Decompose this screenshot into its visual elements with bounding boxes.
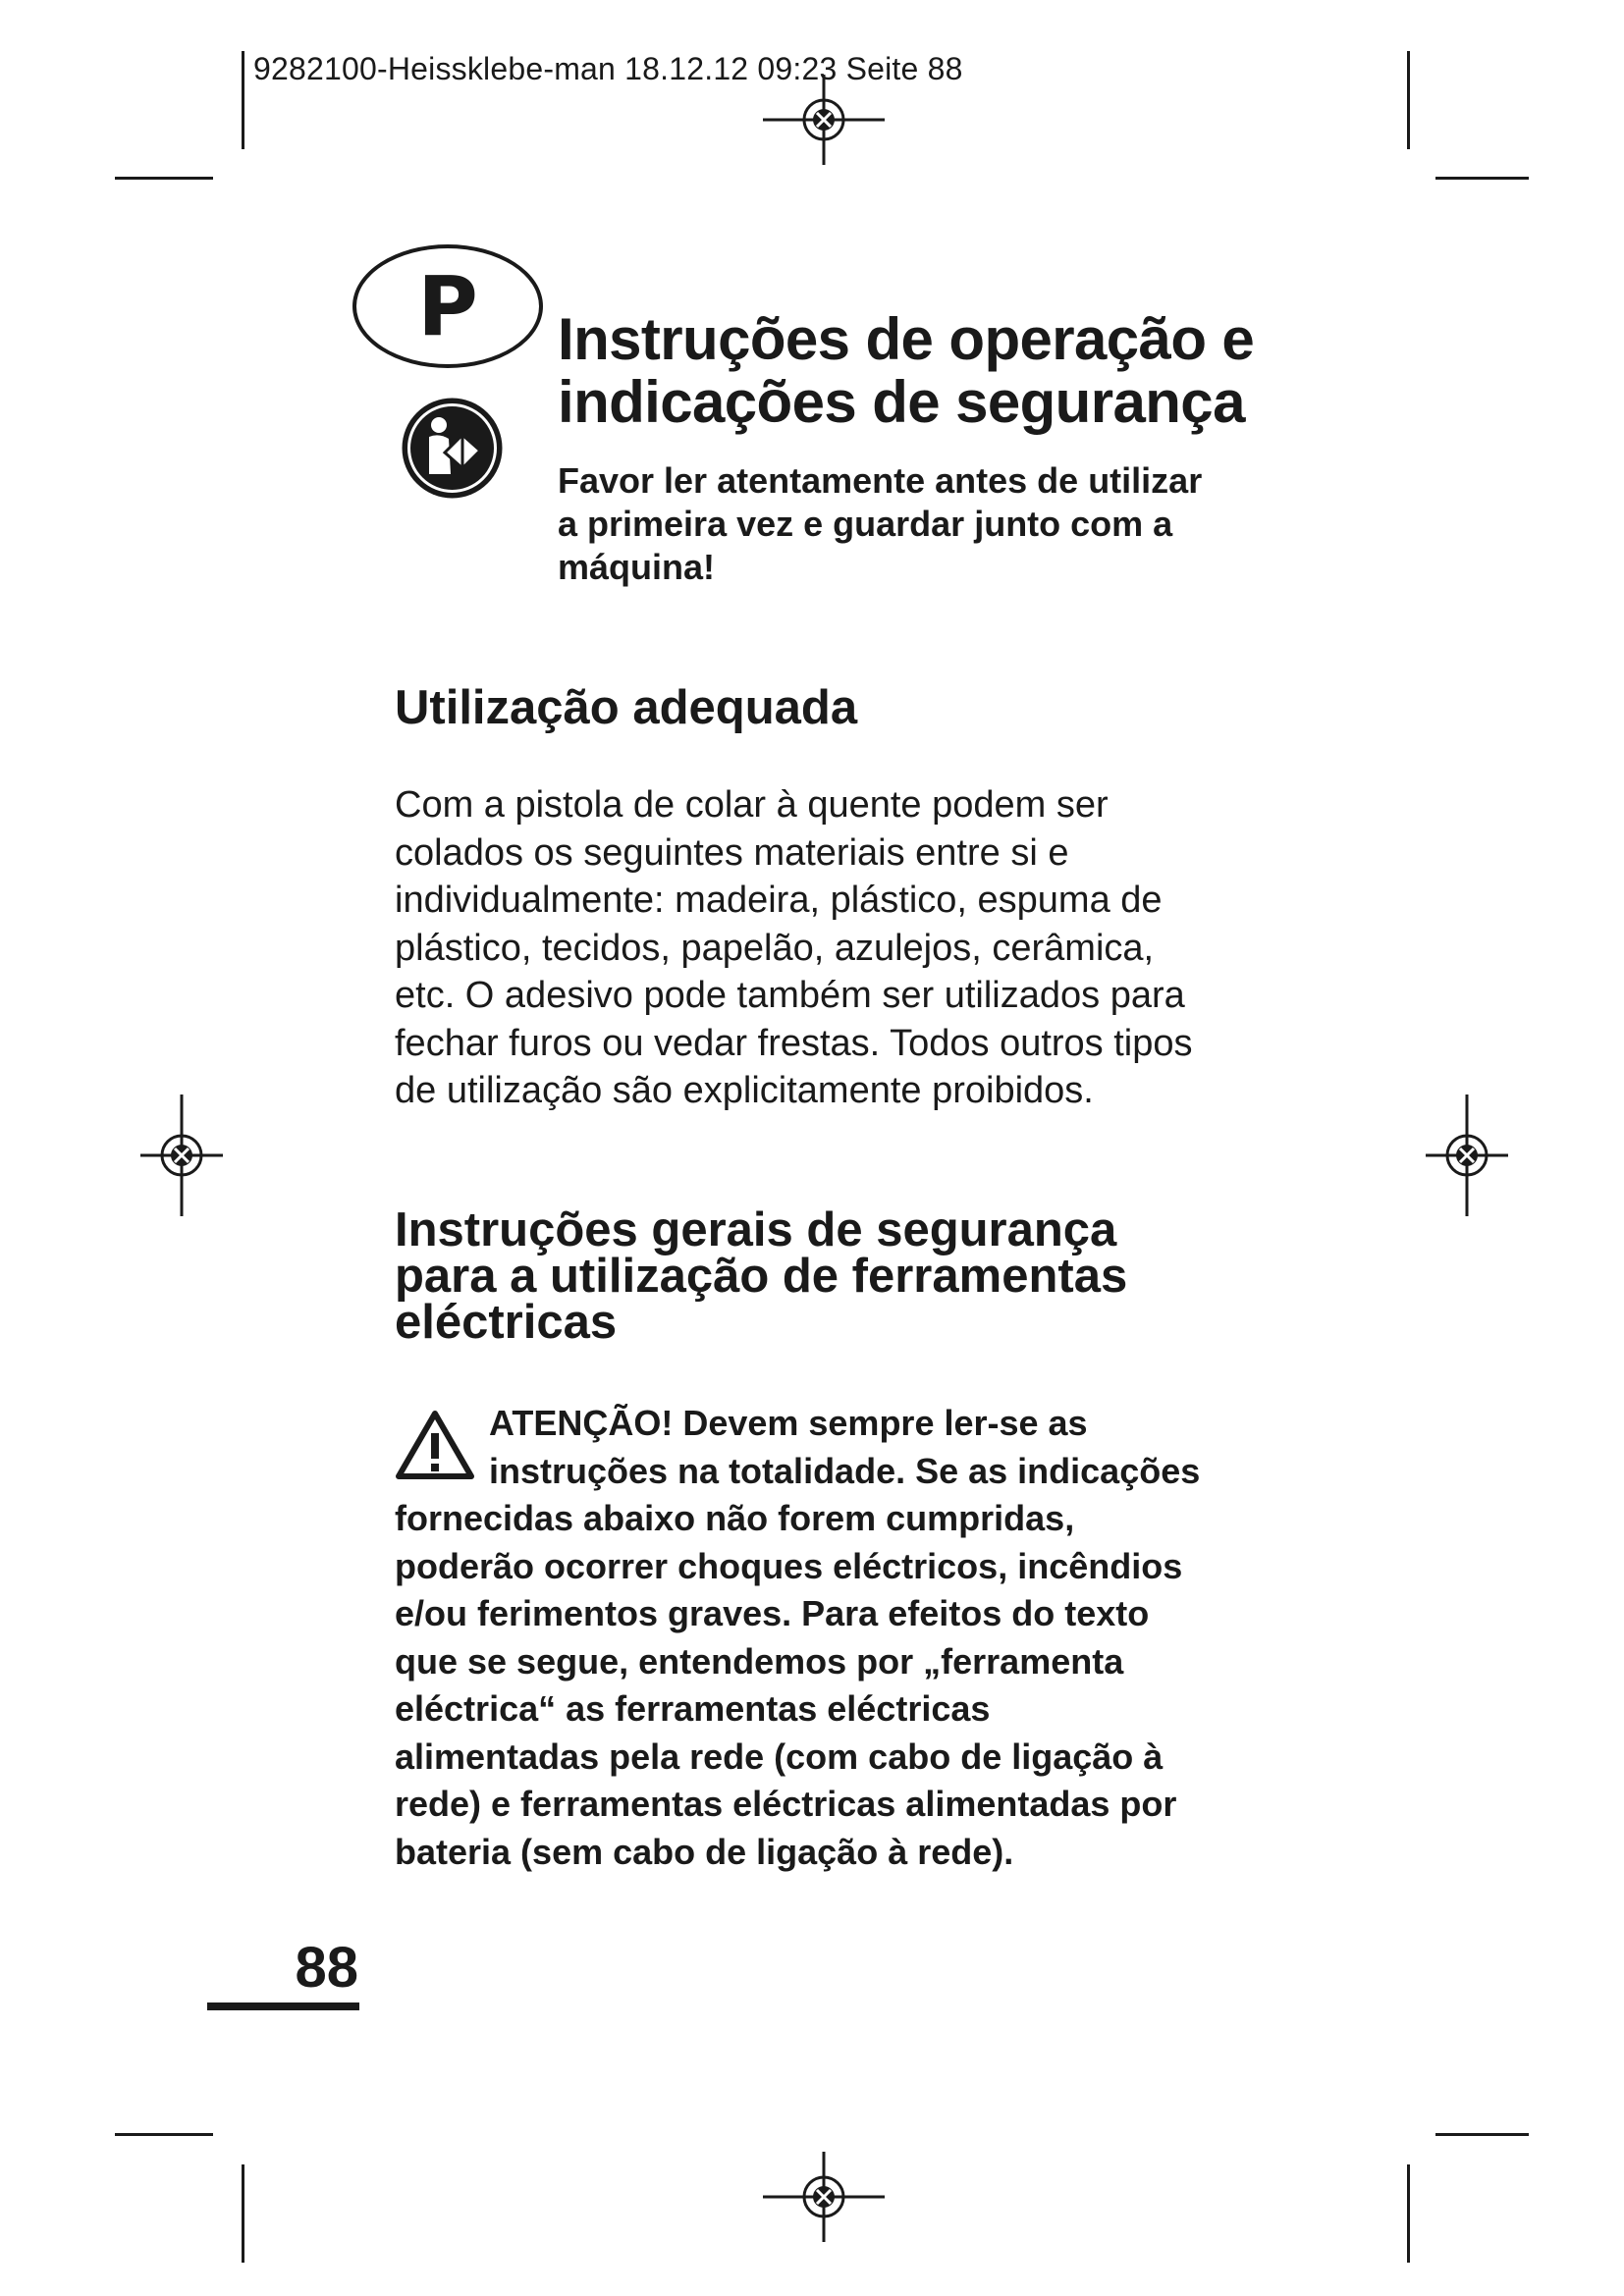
crop-mark-bottom-left-vertical — [242, 2164, 244, 2263]
warning-line: eléctrica“ as ferramentas eléctricas — [395, 1688, 991, 1729]
paragraph-line: de utilização são explicitamente proibidos. — [395, 1070, 1094, 1111]
paragraph-line: plástico, tecidos, papelão, azulejos, cerâmica, — [395, 927, 1155, 969]
section-heading-general-safety — [395, 1203, 1337, 1349]
crop-mark-top-right-vertical — [1407, 51, 1410, 149]
warning-line: ATENÇÃO! Devem sempre ler-se as — [489, 1403, 1088, 1443]
crop-mark-bottom-right-vertical — [1407, 2164, 1410, 2263]
title-line: indicações de segurança — [558, 369, 1245, 435]
read-before-use-note — [558, 459, 1324, 589]
section-heading-intended-use: Utilização adequada — [395, 681, 858, 734]
crop-mark-top-left-horizontal — [115, 177, 213, 180]
warning-line: bateria (sem cabo de ligação à rede). — [395, 1831, 1014, 1872]
print-slug: 9282100-Heissklebe-man 18.12.12 09:23 Seite 88 — [253, 51, 963, 86]
warning-line: e/ou ferimentos graves. Para efeitos do texto — [395, 1593, 1150, 1633]
title-line: Instruções de operação e — [558, 306, 1255, 372]
crop-mark-bottom-left-horizontal — [115, 2133, 213, 2136]
heading-line: Instruções gerais de segurança — [395, 1203, 1117, 1256]
heading-line: para a utilização de ferramentas — [395, 1250, 1128, 1303]
subtitle-line: a primeira vez e guardar junto com a — [558, 504, 1173, 544]
intended-use-paragraph — [395, 781, 1337, 1115]
subtitle-line: máquina! — [558, 547, 716, 587]
registration-mark-icon — [1426, 1095, 1508, 1216]
paragraph-line: etc. O adesivo pode também ser utilizados para — [395, 975, 1185, 1016]
paragraph-line: colados os seguintes materiais entre si e — [395, 831, 1069, 874]
paragraph-line: fechar furos ou vedar frestas. Todos outros tipos — [395, 1022, 1193, 1064]
crop-mark-bottom-right-horizontal — [1435, 2133, 1529, 2136]
heading-line: eléctricas — [395, 1296, 618, 1349]
crop-mark-top-left-vertical — [242, 51, 244, 149]
warning-line: que se segue, entendemos por „ferramenta — [395, 1640, 1124, 1682]
registration-mark-icon — [763, 2152, 885, 2242]
subtitle-line: Favor ler atentamente antes de utilizar — [558, 460, 1203, 501]
paragraph-line: individualmente: madeira, plástico, espuma de — [395, 880, 1163, 921]
read-manual-icon — [400, 396, 505, 501]
warning-line: rede) e ferramentas eléctricas alimentadas por — [395, 1784, 1177, 1824]
page-title — [558, 308, 1343, 434]
warning-line: fornecidas abaixo não forem cumpridas, — [395, 1498, 1075, 1538]
page-number: 88 — [295, 1936, 358, 2000]
registration-mark-icon — [763, 75, 885, 165]
warning-line: alimentadas pela rede (com cabo de ligação à — [395, 1735, 1164, 1777]
page-number-underline — [207, 2002, 359, 2010]
language-code: P — [417, 258, 478, 354]
warning-line: poderão ocorrer choques eléctricos, incêndios — [395, 1545, 1183, 1586]
safety-warning-paragraph — [395, 1400, 1337, 1876]
paragraph-line: Com a pistola de colar à quente podem ser — [395, 784, 1109, 826]
registration-mark-icon — [140, 1095, 223, 1216]
crop-mark-top-right-horizontal — [1435, 177, 1529, 180]
warning-line: instruções na totalidade. Se as indicações — [489, 1450, 1201, 1491]
language-badge — [352, 244, 543, 368]
